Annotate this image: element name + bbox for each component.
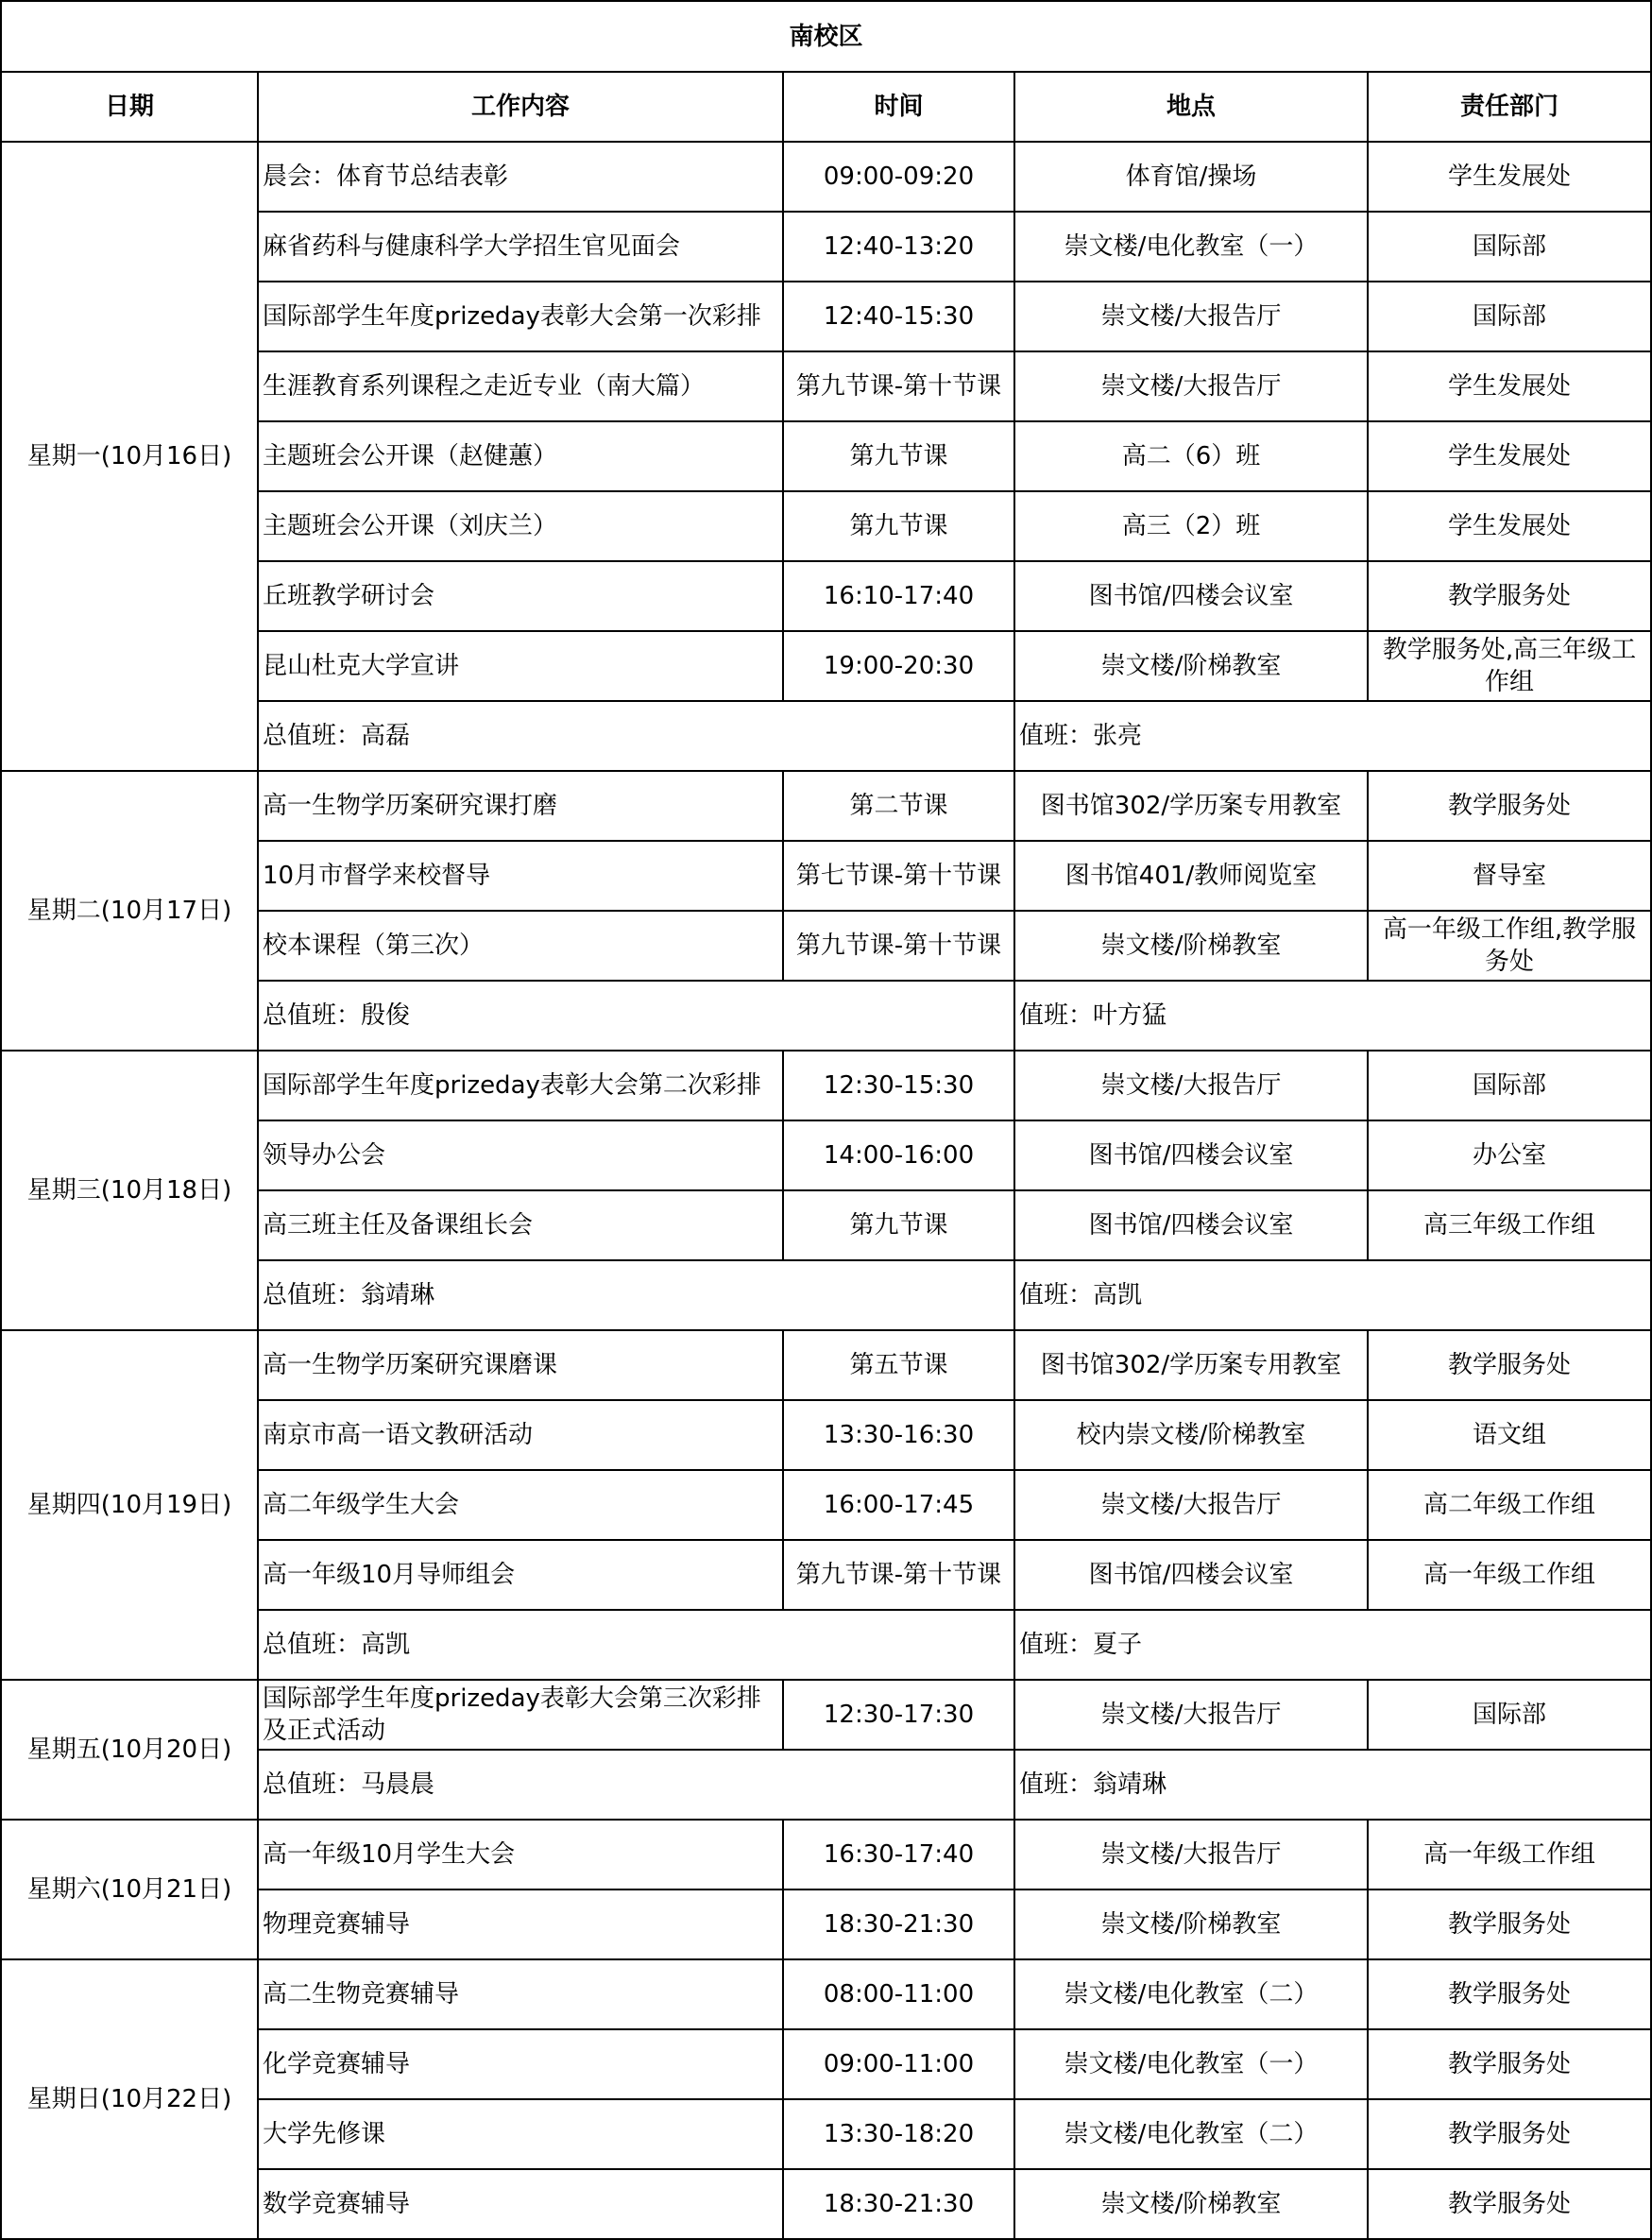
time-cell: 12:40-13:20 [783, 212, 1014, 282]
time-cell: 09:00-09:20 [783, 142, 1014, 212]
dept-cell: 高二年级工作组 [1368, 1470, 1651, 1540]
time-cell: 12:40-15:30 [783, 282, 1014, 351]
date-cell: 星期三(10月18日) [1, 1051, 258, 1330]
chief-duty-cell: 总值班：高凯 [258, 1610, 1014, 1680]
place-cell: 崇文楼/阶梯教室 [1014, 911, 1368, 981]
place-cell: 崇文楼/大报告厅 [1014, 1470, 1368, 1540]
place-cell: 崇文楼/大报告厅 [1014, 351, 1368, 421]
dept-cell: 教学服务处 [1368, 1959, 1651, 2029]
table-row [1, 1959, 1651, 2029]
dept-cell: 教学服务处 [1368, 1330, 1651, 1400]
place-cell: 校内崇文楼/阶梯教室 [1014, 1400, 1368, 1470]
date-cell: 星期四(10月19日) [1, 1330, 258, 1680]
content-cell: 晨会：体育节总结表彰 [258, 142, 783, 212]
table-row [1, 142, 1651, 212]
content-cell: 数学竞赛辅导 [258, 2169, 783, 2239]
dept-cell: 学生发展处 [1368, 142, 1651, 212]
content-cell: 高三班主任及备课组长会 [258, 1190, 783, 1260]
dept-cell: 国际部 [1368, 1051, 1651, 1120]
chief-duty-cell: 总值班：高磊 [258, 701, 1014, 771]
place-cell: 图书馆401/教师阅览室 [1014, 841, 1368, 911]
place-cell: 图书馆302/学历案专用教室 [1014, 1330, 1368, 1400]
table-row [1, 1330, 1651, 1400]
place-cell: 崇文楼/阶梯教室 [1014, 2169, 1368, 2239]
time-cell: 12:30-15:30 [783, 1051, 1014, 1120]
place-cell: 崇文楼/电化教室（一） [1014, 2029, 1368, 2099]
table-row [1, 1680, 1651, 1750]
duty-cell: 值班：叶方猛 [1014, 981, 1651, 1051]
place-cell: 崇文楼/大报告厅 [1014, 1051, 1368, 1120]
date-cell: 星期二(10月17日) [1, 771, 258, 1051]
time-cell: 19:00-20:30 [783, 631, 1014, 701]
dept-cell: 学生发展处 [1368, 421, 1651, 491]
content-cell: 物理竞赛辅导 [258, 1889, 783, 1959]
dept-cell: 教学服务处 [1368, 2029, 1651, 2099]
time-cell: 08:00-11:00 [783, 1959, 1014, 2029]
content-cell: 化学竞赛辅导 [258, 2029, 783, 2099]
dept-cell: 语文组 [1368, 1400, 1651, 1470]
place-cell: 崇文楼/阶梯教室 [1014, 631, 1368, 701]
content-cell: 大学先修课 [258, 2099, 783, 2169]
time-cell: 第二节课 [783, 771, 1014, 841]
time-cell: 14:00-16:00 [783, 1120, 1014, 1190]
chief-duty-cell: 总值班：殷俊 [258, 981, 1014, 1051]
content-cell: 校本课程（第三次） [258, 911, 783, 981]
place-cell: 高三（2）班 [1014, 491, 1368, 561]
place-cell: 崇文楼/大报告厅 [1014, 1820, 1368, 1889]
time-cell: 18:30-21:30 [783, 1889, 1014, 1959]
place-cell: 图书馆/四楼会议室 [1014, 1190, 1368, 1260]
dept-cell: 国际部 [1368, 212, 1651, 282]
place-cell: 图书馆/四楼会议室 [1014, 1540, 1368, 1610]
content-cell: 国际部学生年度prizeday表彰大会第二次彩排 [258, 1051, 783, 1120]
content-cell: 南京市高一语文教研活动 [258, 1400, 783, 1470]
time-cell: 第九节课 [783, 491, 1014, 561]
time-cell: 第五节课 [783, 1330, 1014, 1400]
chief-duty-cell: 总值班：翁靖琳 [258, 1260, 1014, 1330]
place-cell: 崇文楼/大报告厅 [1014, 282, 1368, 351]
time-cell: 13:30-18:20 [783, 2099, 1014, 2169]
content-cell: 10月市督学来校督导 [258, 841, 783, 911]
dept-cell: 高三年级工作组 [1368, 1190, 1651, 1260]
content-cell: 主题班会公开课（刘庆兰） [258, 491, 783, 561]
content-cell: 高一年级10月导师组会 [258, 1540, 783, 1610]
content-cell: 高二生物竞赛辅导 [258, 1959, 783, 2029]
time-cell: 16:00-17:45 [783, 1470, 1014, 1540]
place-cell: 高二（6）班 [1014, 421, 1368, 491]
dept-cell: 高一年级工作组 [1368, 1540, 1651, 1610]
time-cell: 第七节课-第十节课 [783, 841, 1014, 911]
date-cell: 星期五(10月20日) [1, 1680, 258, 1820]
content-cell: 麻省药科与健康科学大学招生官见面会 [258, 212, 783, 282]
time-cell: 12:30-17:30 [783, 1680, 1014, 1750]
dept-cell: 教学服务处,高三年级工作组 [1368, 631, 1651, 701]
content-cell: 主题班会公开课（赵健蕙） [258, 421, 783, 491]
column-header-date: 日期 [1, 72, 258, 142]
time-cell: 09:00-11:00 [783, 2029, 1014, 2099]
time-cell: 18:30-21:30 [783, 2169, 1014, 2239]
time-cell: 第九节课-第十节课 [783, 911, 1014, 981]
dept-cell: 学生发展处 [1368, 491, 1651, 561]
dept-cell: 教学服务处 [1368, 561, 1651, 631]
content-cell: 高一年级10月学生大会 [258, 1820, 783, 1889]
duty-cell: 值班：翁靖琳 [1014, 1750, 1651, 1820]
dept-cell: 教学服务处 [1368, 2099, 1651, 2169]
table-row [1, 771, 1651, 841]
dept-cell: 高一年级工作组,教学服务处 [1368, 911, 1651, 981]
dept-cell: 督导室 [1368, 841, 1651, 911]
place-cell: 崇文楼/电化教室（一） [1014, 212, 1368, 282]
time-cell: 第九节课 [783, 421, 1014, 491]
dept-cell: 国际部 [1368, 282, 1651, 351]
schedule-title: 南校区 [1, 1, 1651, 72]
column-header-content: 工作内容 [258, 72, 783, 142]
dept-cell: 学生发展处 [1368, 351, 1651, 421]
dept-cell: 国际部 [1368, 1680, 1651, 1750]
column-header-place: 地点 [1014, 72, 1368, 142]
schedule-body [1, 142, 1651, 2239]
time-cell: 第九节课-第十节课 [783, 1540, 1014, 1610]
content-cell: 昆山杜克大学宣讲 [258, 631, 783, 701]
table-row [1, 1051, 1651, 1120]
content-cell: 领导办公会 [258, 1120, 783, 1190]
dept-cell: 高一年级工作组 [1368, 1820, 1651, 1889]
time-cell: 第九节课 [783, 1190, 1014, 1260]
place-cell: 崇文楼/电化教室（二） [1014, 2099, 1368, 2169]
place-cell: 崇文楼/电化教室（二） [1014, 1959, 1368, 2029]
content-cell: 生涯教育系列课程之走近专业（南大篇） [258, 351, 783, 421]
table-row [1, 1820, 1651, 1889]
duty-cell: 值班：高凯 [1014, 1260, 1651, 1330]
place-cell: 图书馆/四楼会议室 [1014, 561, 1368, 631]
date-cell: 星期日(10月22日) [1, 1959, 258, 2239]
duty-cell: 值班：张亮 [1014, 701, 1651, 771]
place-cell: 崇文楼/大报告厅 [1014, 1680, 1368, 1750]
chief-duty-cell: 总值班：马晨晨 [258, 1750, 1014, 1820]
place-cell: 体育馆/操场 [1014, 142, 1368, 212]
dept-cell: 教学服务处 [1368, 2169, 1651, 2239]
date-cell: 星期六(10月21日) [1, 1820, 258, 1959]
time-cell: 13:30-16:30 [783, 1400, 1014, 1470]
place-cell: 图书馆302/学历案专用教室 [1014, 771, 1368, 841]
column-header-dept: 责任部门 [1368, 72, 1651, 142]
content-cell: 国际部学生年度prizeday表彰大会第一次彩排 [258, 282, 783, 351]
date-cell: 星期一(10月16日) [1, 142, 258, 771]
column-header-time: 时间 [783, 72, 1014, 142]
place-cell: 崇文楼/阶梯教室 [1014, 1889, 1368, 1959]
place-cell: 图书馆/四楼会议室 [1014, 1120, 1368, 1190]
duty-cell: 值班：夏子 [1014, 1610, 1651, 1680]
dept-cell: 教学服务处 [1368, 1889, 1651, 1959]
content-cell: 国际部学生年度prizeday表彰大会第三次彩排及正式活动 [258, 1680, 783, 1750]
time-cell: 16:30-17:40 [783, 1820, 1014, 1889]
content-cell: 丘班教学研讨会 [258, 561, 783, 631]
content-cell: 高二年级学生大会 [258, 1470, 783, 1540]
dept-cell: 办公室 [1368, 1120, 1651, 1190]
content-cell: 高一生物学历案研究课打磨 [258, 771, 783, 841]
time-cell: 第九节课-第十节课 [783, 351, 1014, 421]
dept-cell: 教学服务处 [1368, 771, 1651, 841]
content-cell: 高一生物学历案研究课磨课 [258, 1330, 783, 1400]
time-cell: 16:10-17:40 [783, 561, 1014, 631]
